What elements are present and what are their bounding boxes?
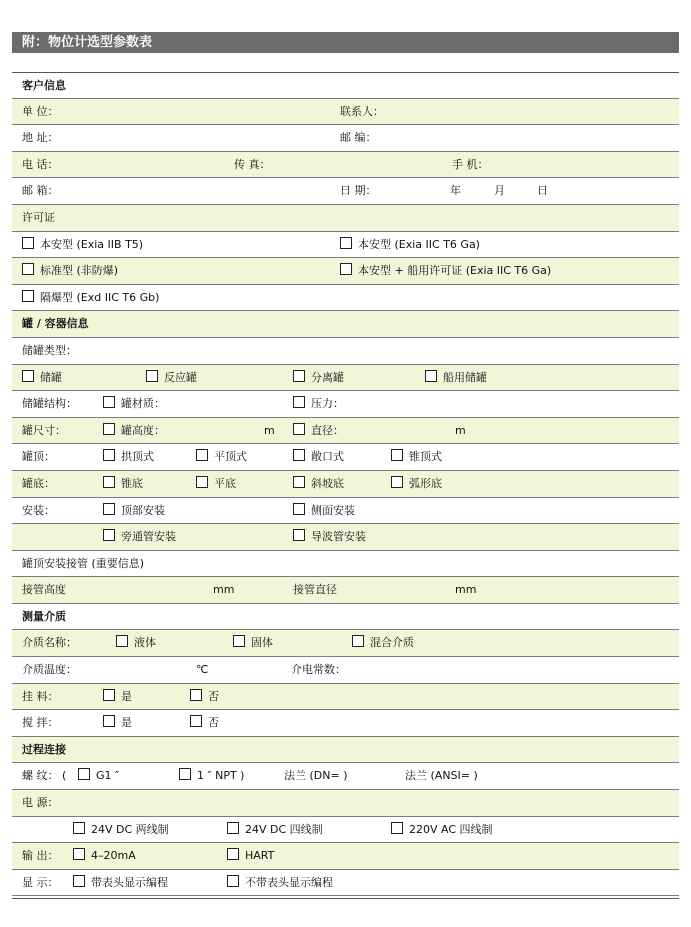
checkbox-option[interactable] bbox=[233, 630, 273, 656]
form-cell: 联系人： bbox=[340, 104, 384, 118]
checkbox[interactable] bbox=[103, 396, 115, 408]
checkbox[interactable] bbox=[116, 635, 128, 647]
option-label: 否 bbox=[208, 716, 219, 730]
checkbox[interactable] bbox=[103, 529, 115, 541]
option-label: 固体 bbox=[251, 636, 273, 650]
form-row bbox=[12, 125, 679, 152]
form-row bbox=[12, 657, 679, 684]
form-cell: 罐尺寸： bbox=[22, 423, 66, 437]
form-cell: mm bbox=[455, 583, 477, 597]
form-cell: 电 源： bbox=[22, 796, 59, 810]
option-label: 不带表头显示编程 bbox=[245, 875, 333, 889]
checkbox[interactable] bbox=[103, 423, 115, 435]
form-cell: 许可证 bbox=[22, 210, 55, 224]
checkbox-option[interactable] bbox=[190, 710, 219, 736]
form-row bbox=[12, 418, 679, 445]
form-row bbox=[12, 790, 679, 817]
checkbox[interactable] bbox=[73, 822, 85, 834]
form-cell: m bbox=[455, 423, 466, 437]
option-label: 侧面安装 bbox=[311, 503, 355, 517]
form-bottom-border bbox=[12, 898, 679, 899]
checkbox[interactable] bbox=[227, 822, 239, 834]
checkbox-option[interactable] bbox=[103, 710, 132, 736]
checkbox[interactable] bbox=[73, 875, 85, 887]
form-cell: 月 bbox=[494, 184, 505, 198]
form-cell: 螺 纹： ( bbox=[22, 769, 67, 783]
option-label: 平底 bbox=[214, 476, 236, 490]
checkbox-option[interactable] bbox=[78, 763, 119, 789]
form-cell: 罐顶： bbox=[22, 450, 55, 464]
form-cell: 单 位： bbox=[22, 104, 59, 118]
option-label: 混合介质 bbox=[370, 636, 414, 650]
checkbox-option[interactable] bbox=[293, 498, 355, 524]
form-cell: 客户信息 bbox=[22, 79, 66, 92]
checkbox[interactable] bbox=[293, 370, 305, 382]
checkbox-option[interactable] bbox=[73, 843, 136, 869]
option-label: 220V AC 四线制 bbox=[409, 822, 493, 836]
form-cell: 挂 料： bbox=[22, 689, 59, 703]
checkbox-option[interactable] bbox=[103, 471, 143, 497]
checkbox-option[interactable] bbox=[103, 684, 132, 710]
checkbox-option[interactable] bbox=[425, 365, 487, 391]
form-cell: 介电常数： bbox=[291, 663, 346, 677]
checkbox-option[interactable] bbox=[22, 232, 143, 258]
form-row bbox=[12, 551, 679, 578]
checkbox-option[interactable] bbox=[196, 444, 247, 470]
option-label: 否 bbox=[208, 689, 219, 703]
option-label: 1 ″ NPT ) bbox=[197, 769, 245, 783]
form-cell: 过程连接 bbox=[22, 742, 66, 756]
form-row bbox=[12, 311, 679, 338]
checkbox-option[interactable] bbox=[103, 444, 154, 470]
form-row bbox=[12, 365, 679, 392]
checkbox-option[interactable] bbox=[103, 391, 165, 417]
option-label: 标准型 (非防爆) bbox=[40, 264, 119, 278]
form-row bbox=[12, 524, 679, 551]
checkbox[interactable] bbox=[78, 768, 90, 780]
form-cell: 地 址： bbox=[22, 131, 59, 145]
checkbox[interactable] bbox=[22, 237, 34, 249]
checkbox[interactable] bbox=[425, 370, 437, 382]
form-cell: 安装： bbox=[22, 503, 55, 517]
checkbox-option[interactable] bbox=[196, 471, 236, 497]
checkbox[interactable] bbox=[227, 848, 239, 860]
option-label: 锥底 bbox=[121, 476, 143, 490]
checkbox[interactable] bbox=[293, 503, 305, 515]
form-row bbox=[12, 72, 679, 99]
checkbox[interactable] bbox=[293, 396, 305, 408]
checkbox-option[interactable] bbox=[391, 471, 442, 497]
checkbox-option[interactable] bbox=[190, 684, 219, 710]
checkbox-option[interactable] bbox=[227, 843, 274, 869]
checkbox[interactable] bbox=[103, 476, 115, 488]
option-label: 斜坡底 bbox=[311, 476, 344, 490]
form-row bbox=[12, 205, 679, 232]
option-label: 反应罐 bbox=[164, 370, 197, 384]
checkbox[interactable] bbox=[293, 449, 305, 461]
form-cell: 法兰 (DN= ) bbox=[284, 769, 348, 783]
checkbox-option[interactable] bbox=[293, 444, 344, 470]
checkbox-option[interactable] bbox=[340, 258, 551, 284]
form-cell: 法兰 (ANSI= ) bbox=[405, 769, 478, 783]
checkbox-option[interactable] bbox=[391, 817, 493, 843]
form-cell: 电 话： bbox=[22, 157, 59, 171]
option-label: 弧形底 bbox=[409, 476, 442, 490]
checkbox[interactable] bbox=[196, 449, 208, 461]
checkbox[interactable] bbox=[196, 476, 208, 488]
option-label: 储罐 bbox=[40, 370, 62, 384]
form-row bbox=[12, 870, 679, 897]
option-label: 本安型 + 船用许可证 (Exia IIC T6 Ga) bbox=[358, 264, 552, 278]
checkbox[interactable] bbox=[73, 848, 85, 860]
option-label: 本安型 (Exia IIB T5) bbox=[40, 237, 144, 251]
form-cell: 罐底： bbox=[22, 476, 55, 490]
checkbox[interactable] bbox=[179, 768, 191, 780]
form-cell: 储罐结构： bbox=[22, 397, 77, 411]
option-label: 带表头显示编程 bbox=[91, 875, 168, 889]
checkbox-option[interactable] bbox=[391, 444, 442, 470]
form-cell: 介质名称： bbox=[22, 636, 77, 650]
option-label: 24V DC 四线制 bbox=[245, 822, 323, 836]
checkbox[interactable] bbox=[340, 263, 352, 275]
form-row bbox=[12, 232, 679, 259]
form-cell: 传 真： bbox=[234, 157, 271, 171]
page-title: 附：物位计选型参数表 bbox=[12, 32, 679, 53]
checkbox-option[interactable] bbox=[293, 524, 366, 550]
checkbox-option[interactable] bbox=[146, 365, 197, 391]
checkbox-option[interactable] bbox=[340, 232, 480, 258]
checkbox-option[interactable] bbox=[293, 418, 344, 444]
form-cell: 输 出： bbox=[22, 849, 59, 863]
checkbox-option[interactable] bbox=[22, 285, 159, 311]
form-row bbox=[12, 285, 679, 312]
option-label: 顶部安装 bbox=[121, 503, 165, 517]
checkbox[interactable] bbox=[22, 263, 34, 275]
checkbox-option[interactable] bbox=[103, 524, 176, 550]
checkbox-option[interactable] bbox=[116, 630, 156, 656]
option-label: 锥顶式 bbox=[409, 450, 442, 464]
form-cell: 邮 箱： bbox=[22, 184, 59, 198]
option-label: 液体 bbox=[134, 636, 156, 650]
option-label: 敞口式 bbox=[311, 450, 344, 464]
option-label: 压力： bbox=[311, 397, 344, 411]
form-row bbox=[12, 471, 679, 498]
option-label: 分离罐 bbox=[311, 370, 344, 384]
form-cell: 显 示： bbox=[22, 875, 59, 889]
option-label: 本安型 (Exia IIC T6 Ga) bbox=[358, 237, 480, 251]
checkbox[interactable] bbox=[22, 370, 34, 382]
form-row bbox=[12, 843, 679, 870]
checkbox[interactable] bbox=[391, 476, 403, 488]
option-label: 罐高度： bbox=[121, 423, 165, 437]
form-row bbox=[12, 763, 679, 790]
selection-form bbox=[12, 72, 679, 896]
checkbox[interactable] bbox=[22, 290, 34, 302]
checkbox-option[interactable] bbox=[293, 471, 344, 497]
checkbox[interactable] bbox=[103, 503, 115, 515]
checkbox[interactable] bbox=[391, 822, 403, 834]
checkbox[interactable] bbox=[293, 476, 305, 488]
form-cell: 接管直径 bbox=[293, 583, 337, 597]
checkbox-option[interactable] bbox=[227, 870, 333, 896]
form-row bbox=[12, 258, 679, 285]
checkbox-option[interactable] bbox=[22, 365, 62, 391]
checkbox[interactable] bbox=[352, 635, 364, 647]
form-cell: 日 期： bbox=[340, 184, 377, 198]
form-cell: mm bbox=[213, 583, 235, 597]
checkbox[interactable] bbox=[233, 635, 245, 647]
checkbox-option[interactable] bbox=[293, 391, 344, 417]
form-cell: 邮 编： bbox=[340, 131, 377, 145]
checkbox-option[interactable] bbox=[227, 817, 323, 843]
checkbox-option[interactable] bbox=[103, 498, 165, 524]
option-label: 旁通管安装 bbox=[121, 530, 176, 544]
form-cell: 罐 / 容器信息 bbox=[22, 317, 89, 331]
option-label: 船用储罐 bbox=[443, 370, 487, 384]
option-label: 24V DC 两线制 bbox=[91, 822, 169, 836]
checkbox-option[interactable] bbox=[73, 817, 169, 843]
checkbox-option[interactable] bbox=[179, 763, 244, 789]
option-label: 罐材质： bbox=[121, 397, 165, 411]
checkbox[interactable] bbox=[190, 689, 202, 701]
checkbox[interactable] bbox=[103, 715, 115, 727]
option-label: G1 ″ bbox=[96, 769, 120, 783]
form-cell: 测量介质 bbox=[22, 609, 66, 623]
option-label: 导波管安装 bbox=[311, 530, 366, 544]
form-cell: 日 bbox=[537, 184, 548, 198]
checkbox[interactable] bbox=[146, 370, 158, 382]
form-row bbox=[12, 152, 679, 179]
form-row bbox=[12, 684, 679, 711]
form-row bbox=[12, 710, 679, 737]
checkbox[interactable] bbox=[103, 449, 115, 461]
form-row bbox=[12, 737, 679, 764]
option-label: 4–20mA bbox=[91, 849, 136, 863]
checkbox-option[interactable] bbox=[293, 365, 344, 391]
checkbox[interactable] bbox=[293, 529, 305, 541]
option-label: HART bbox=[245, 849, 275, 863]
form-row bbox=[12, 99, 679, 126]
checkbox-option[interactable] bbox=[103, 418, 165, 444]
option-label: 是 bbox=[121, 689, 132, 703]
checkbox[interactable] bbox=[227, 875, 239, 887]
checkbox-option[interactable] bbox=[352, 630, 414, 656]
form-cell: 年 bbox=[450, 184, 461, 198]
checkbox-option[interactable] bbox=[22, 258, 118, 284]
checkbox[interactable] bbox=[391, 449, 403, 461]
form-row bbox=[12, 178, 679, 205]
checkbox[interactable] bbox=[190, 715, 202, 727]
checkbox[interactable] bbox=[340, 237, 352, 249]
checkbox[interactable] bbox=[103, 689, 115, 701]
form-row bbox=[12, 498, 679, 525]
checkbox-option[interactable] bbox=[73, 870, 168, 896]
form-row bbox=[12, 577, 679, 604]
form-cell: 介质温度： bbox=[22, 663, 77, 677]
option-label: 直径： bbox=[311, 423, 344, 437]
form-cell: m bbox=[264, 423, 275, 437]
form-cell: 搅 拌： bbox=[22, 716, 59, 730]
form-cell: 储罐类型： bbox=[22, 343, 77, 357]
form-row bbox=[12, 338, 679, 365]
form-row bbox=[12, 604, 679, 631]
option-label: 隔爆型 (Exd IIC T6 Gb) bbox=[40, 290, 160, 304]
checkbox[interactable] bbox=[293, 423, 305, 435]
option-label: 平顶式 bbox=[214, 450, 247, 464]
form-row bbox=[12, 391, 679, 418]
option-label: 是 bbox=[121, 716, 132, 730]
form-row bbox=[12, 630, 679, 657]
form-row bbox=[12, 444, 679, 471]
form-cell: 手 机： bbox=[452, 157, 489, 171]
form-cell: 罐顶安装接管 (重要信息) bbox=[22, 556, 145, 570]
option-label: 拱顶式 bbox=[121, 450, 154, 464]
form-cell: 接管高度 bbox=[22, 583, 66, 597]
form-cell: ℃ bbox=[196, 663, 209, 677]
form-row bbox=[12, 817, 679, 844]
